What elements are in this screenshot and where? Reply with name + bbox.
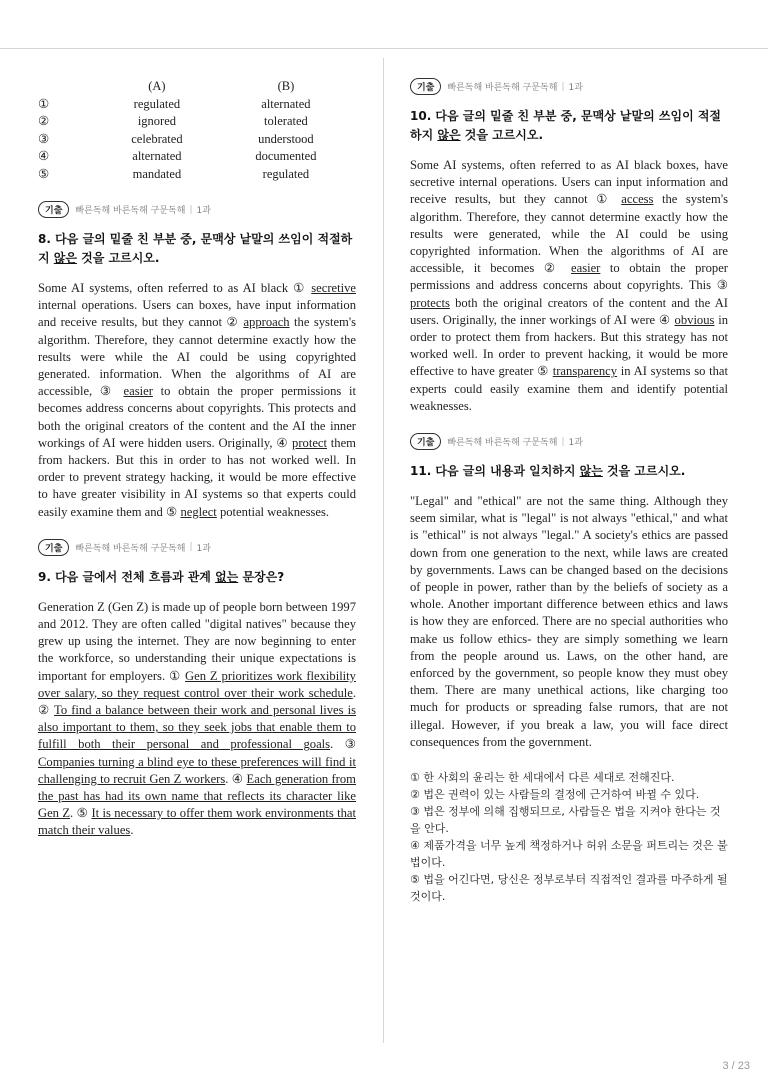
column-b-header: (B) [277, 79, 295, 93]
option-row [38, 148, 356, 166]
underlined-word: obvious [674, 312, 715, 327]
option-a: celebrated [131, 131, 183, 146]
choice-item: ① 한 사회의 윤리는 한 세대에서 다른 세대로 전해진다. [410, 771, 675, 785]
options-header-row [38, 78, 356, 96]
option-row [38, 166, 356, 184]
underlined-word: access [621, 192, 654, 207]
source-book: 빠른독해 바른독해 구문독해 [75, 543, 186, 554]
choice-item: ⑤ 법을 어긴다면, 당신은 정부로부터 직접적인 결과를 마주하게 될 것이다. [410, 873, 728, 904]
option-a: mandated [132, 166, 182, 181]
underlined-word: transparency [552, 364, 618, 379]
underlined-word: approach [243, 315, 290, 330]
underlined-word: neglect [180, 504, 217, 519]
source-book: 빠른독해 바른독해 구문독해 [447, 83, 558, 93]
question-tag-row: 기출 빠른독해 바른독해 구문독해 | 1과 [38, 201, 356, 218]
option-a: regulated [133, 96, 181, 111]
source-lesson: 1과 [196, 206, 211, 216]
underlined-sentence: Each generation from the past has had its own name that reflects its character like Gen Z [38, 771, 356, 821]
column-a-header: (A) [148, 79, 166, 93]
choice-item: ③ 법은 정부에 의해 집행되므로, 사람들은 법을 지켜야 한다는 것을 안다. [410, 805, 721, 836]
option-b: regulated [262, 166, 310, 181]
question-10-title: 10. 다음 글의 밑줄 친 부분 중, 문맥상 낱말의 쓰임이 적절하지 않은 것을 고르시오. [410, 109, 722, 142]
page-number: 3 / 23 [722, 1060, 750, 1072]
underlined-word: easier [571, 261, 601, 276]
underlined-sentence: It is necessary to offer them work environments that match their values [38, 806, 356, 838]
choice-item: ④ 제품가격을 너무 높게 책정하거나 허위 소문을 퍼트리는 것은 불법이다. [410, 839, 728, 870]
source-lesson: 1과 [196, 543, 211, 554]
question-11-choices [410, 769, 728, 905]
option-b: understood [258, 131, 314, 146]
question-tag-row: 기출 빠른독해 바른독해 구문독해 | 1과 [38, 539, 356, 556]
question-8-passage: Some AI systems, often referred to as AI black ① secretive internal operations. Users can boxes, have input information and receive results, but they cannot ② approach the system's algorithm. Therefore, they cannot determine exactly how the results were while the AI could be using copyrighted generated. information. When the algorithms of AI are accessible, ③ easier to obtain the proper permissions it becomes address concerns about copyrights. This protects and both the original creators of the content and the AI the inner workings of AI were hidden users. Originally, ④ protect them from hackers. But this in order to has not worked well. In order to prevent strategy hacking, it would be more effective to have greater visibility in AI systems so that experts could easily examine them and ⑤ neglect potential weaknesses. [38, 281, 356, 519]
column-divider [383, 58, 384, 1043]
past-exam-badge: 기출 [410, 433, 441, 450]
underlined-sentence: Companies turning a blind eye to these preferences will find it challenging to recruit Gen Z workers [38, 754, 356, 786]
underlined-word: secretive [311, 281, 356, 295]
option-b: documented [255, 149, 317, 163]
option-number: ③ [38, 131, 50, 146]
underlined-sentence: To find a balance between their work and personal lives is also important to them, so they seek jobs that enable them to fulfill both their personal and professional goals [38, 703, 356, 752]
option-row [38, 113, 356, 131]
underlined-word: easier [123, 384, 153, 399]
question-tag-row: 기출 빠른독해 바른독해 구문독해 | 1과 [410, 78, 728, 95]
option-row [38, 131, 356, 149]
option-b: alternated [261, 96, 311, 111]
past-exam-badge: 기출 [410, 78, 441, 95]
question-9-title: 9. 다음 글에서 전체 흐름과 관계 없는 문장은? [38, 569, 285, 584]
option-number: ⑤ [38, 166, 50, 181]
option-row [38, 96, 356, 114]
question-11-passage: "Legal" and "ethical" are not the same thing. Although they seem similar, what is "legal" is not always "ethical," and what is "ethical" is not always "legal." A society's ethics are passed down from one generation to the next, while laws are created by governments. Laws can be changed based on the decisions of people in power, rather than by the beliefs of society as a whole. Another important difference between ethics and laws is how they are enforced. There are no special authorities who make us follow ethics- they are simply something we learn from the people around us. Laws, on the other hand, are enforced by the government, so people know they must obey them. There are many unethical actions, like charging too much for products or spreading false rumors, that are not illegal. However, if you break a law, you will face direct consequences from the government. [410, 494, 728, 749]
source-book: 빠른독해 바른독해 구문독해 [75, 206, 186, 216]
question-10-passage: Some AI systems, often referred to as AI black boxes, have secretive internal operations. Users can input information and receive results, but they cannot ① access the system's algorithm. Therefore, they cannot determine exactly how the results were generated, while the AI could be using copyrighted information. When the algorithms of AI are accessible, it becomes ② easier to obtain the proper permissions and address concerns about copyrights. This ③ protects both the original creators of the content and the AI users. Originally, the inner workings of AI were ④ obvious in order to protect them from hackers. But this strategy has not worked well. In order to prevent hacking, it would be more effective to have greater ⑤ transparency in AI systems so that experts could easily examine them and identify potential weaknesses. [410, 158, 729, 413]
source-book: 빠른독해 바른독해 구문독해 [447, 438, 558, 449]
underlined-word: protect [292, 435, 328, 450]
question-8-title: 8. 다음 글의 밑줄 친 부분 중, 문맥상 낱말의 쓰임이 적절하지 않은 것을 고르시오. [38, 232, 353, 265]
source-lesson: 1과 [568, 438, 583, 449]
option-a: ignored [137, 114, 176, 128]
option-a: alternated [132, 149, 182, 163]
option-number: ④ [38, 149, 50, 163]
left-column [38, 78, 356, 858]
past-exam-badge: 기출 [38, 539, 69, 556]
header-line [0, 48, 768, 49]
underlined-sentence: Gen Z prioritizes work flexibility over salary, so they request control over their work schedule [38, 668, 356, 700]
option-b: tolerated [264, 114, 308, 128]
question-tag-row: 기출 빠른독해 바른독해 구문독해 | 1과 [410, 433, 728, 450]
question-9-passage: Generation Z (Gen Z) is made up of people born between 1997 and 2012. They are often called "digital natives" because they grew up using the internet. They are now beginning to enter the workforce, so understanding their unique expectations is important for employers. ① Gen Z prioritizes work flexibility over salary, so they request control over their work schedule. ② To find a balance between their work and personal lives is also important to them, so they seek jobs that enable them to fulfill both their personal and professional goals. ③ Companies turning a blind eye to these preferences will find it challenging to recruit Gen Z workers. ④ Each generation from the past has had its own name that reflects its character like Gen Z. ⑤ It is necessary to offer them work environments that match their values. [38, 599, 356, 838]
source-lesson: 1과 [568, 83, 583, 93]
option-number: ① [38, 96, 50, 111]
choice-item: ② 법은 권력이 있는 사람들의 결정에 근거하여 바뀔 수 있다. [410, 788, 700, 802]
question-11-title: 11. 다음 글의 내용과 일치하지 않는 것을 고르시오. [410, 464, 686, 479]
right-column [410, 78, 728, 905]
option-number: ② [38, 114, 50, 128]
past-exam-badge: 기출 [38, 201, 69, 218]
answer-options-table [38, 78, 356, 183]
underlined-word: protects [410, 295, 450, 310]
